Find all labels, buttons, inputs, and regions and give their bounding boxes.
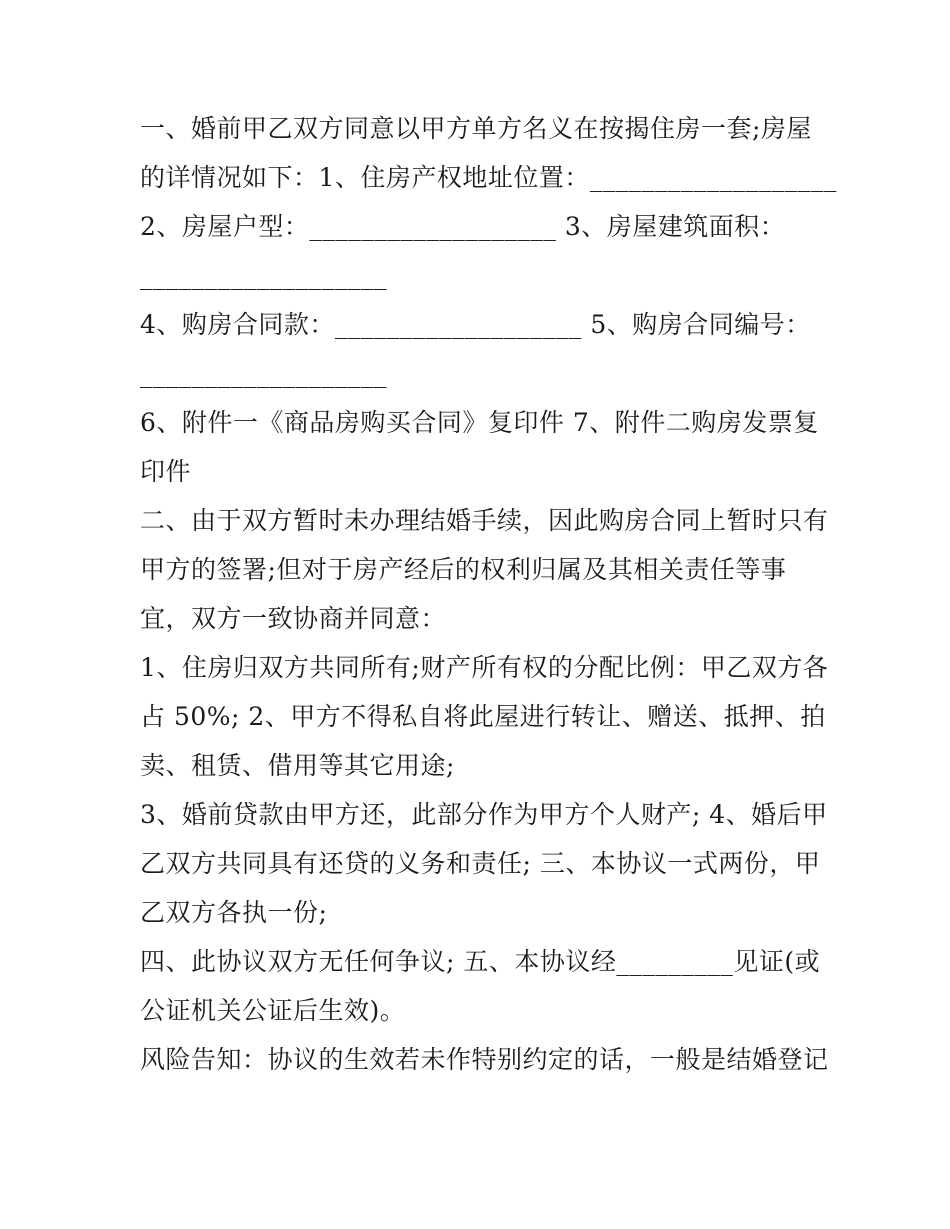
text-line: ___________________ (140, 261, 387, 290)
text-line: 卖、租赁、借用等其它用途; (140, 751, 455, 780)
text-line: 6、附件一《商品房购买合同》复印件 7、附件二购房发票复 (140, 408, 819, 437)
text-line: 二、由于双方暂时未办理结婚手续，因此购房合同上暂时只有 (140, 506, 829, 535)
text-line: 2、房屋户型：___________________ 3、房屋建筑面积： (140, 212, 786, 241)
text-line: 4、购房合同款：___________________ 5、购房合同编号： (140, 310, 811, 339)
text-line: 甲方的签署;但对于房产经后的权利归属及其相关责任等事 (140, 555, 787, 584)
text-line: 印件 (140, 457, 192, 486)
text-line: 风险告知：协议的生效若未作特别约定的话，一般是结婚登记 (140, 1045, 829, 1074)
text-line: ___________________ (140, 359, 387, 388)
text-line: 公证机关公证后生效)。 (140, 996, 406, 1025)
text-line: 3、婚前贷款由甲方还，此部分作为甲方个人财产; 4、婚后甲 (140, 800, 828, 829)
text-line: 占 50%; 2、甲方不得私自将此屋进行转让、赠送、抵押、拍 (140, 702, 826, 731)
text-line: 宜，双方一致协商并同意： (140, 604, 447, 633)
text-line: 四、此协议双方无任何争议; 五、本协议经_________见证(或 (140, 947, 821, 976)
text-line: 1、住房归双方共同所有;财产所有权的分配比例：甲乙双方各 (140, 653, 829, 682)
document-body (140, 104, 837, 1084)
text-line: 的详情况如下：1、住房产权地址位置：___________________ (140, 163, 837, 192)
text-line: 乙双方各执一份; (140, 898, 328, 927)
text-line: 一、婚前甲乙双方同意以甲方单方名义在按揭住房一套;房屋 (140, 114, 812, 143)
text-line: 乙双方共同具有还贷的义务和责任; 三、本协议一式两份，甲 (140, 849, 821, 878)
